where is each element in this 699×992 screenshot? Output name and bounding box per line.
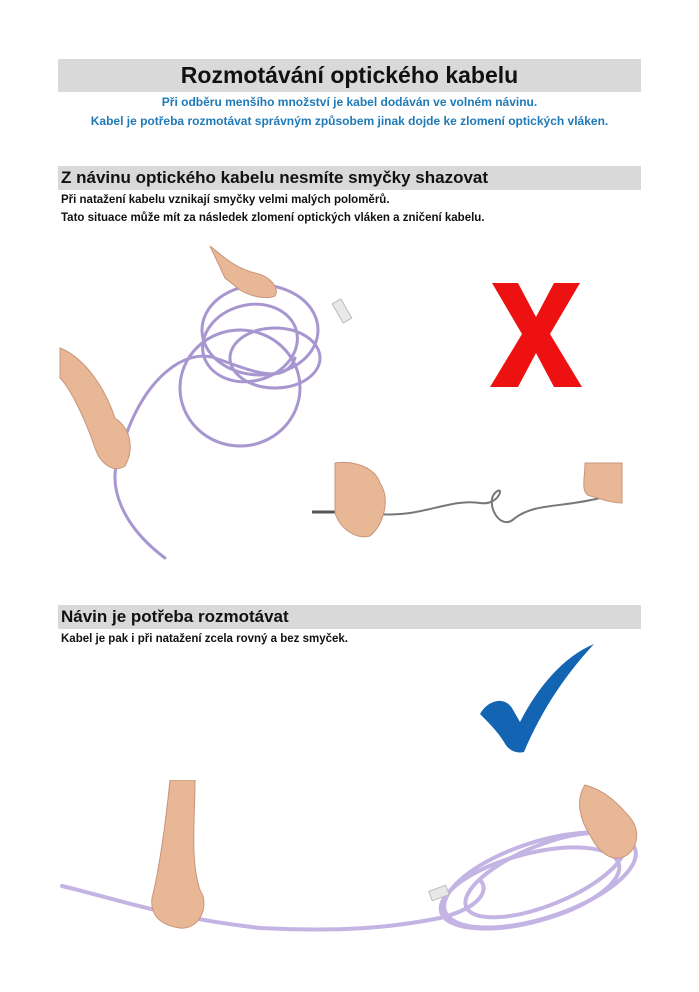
intro-line-2: Kabel je potřeba rozmotávat správným způsobem jinak dojde ke zlomení optických vláken. [90,114,609,128]
correct-method-illustration [60,780,645,940]
page-title: Rozmotávání optického kabelu [58,59,641,92]
kinked-cable-illustration [310,458,626,548]
section-2-heading: Návin je potřeba rozmotávat [58,605,641,629]
blue-checkmark-icon [478,642,596,754]
section-1-text-1: Při natažení kabelu vznikají smyčky velmi malých poloměrů. [61,194,390,206]
section-1-text-2: Tato situace může mít za následek zlomení optických vláken a zničení kabelu. [61,212,485,224]
section-2-text-1: Kabel je pak i při natažení zcela rovný a bez smyček. [61,633,348,645]
red-x-icon [490,281,582,387]
section-1-heading: Z návinu optického kabelu nesmíte smyčky shazovat [58,166,641,190]
intro-line-1: Při odběru menšího množství je kabel dodáván ve volném návinu. [161,95,538,109]
